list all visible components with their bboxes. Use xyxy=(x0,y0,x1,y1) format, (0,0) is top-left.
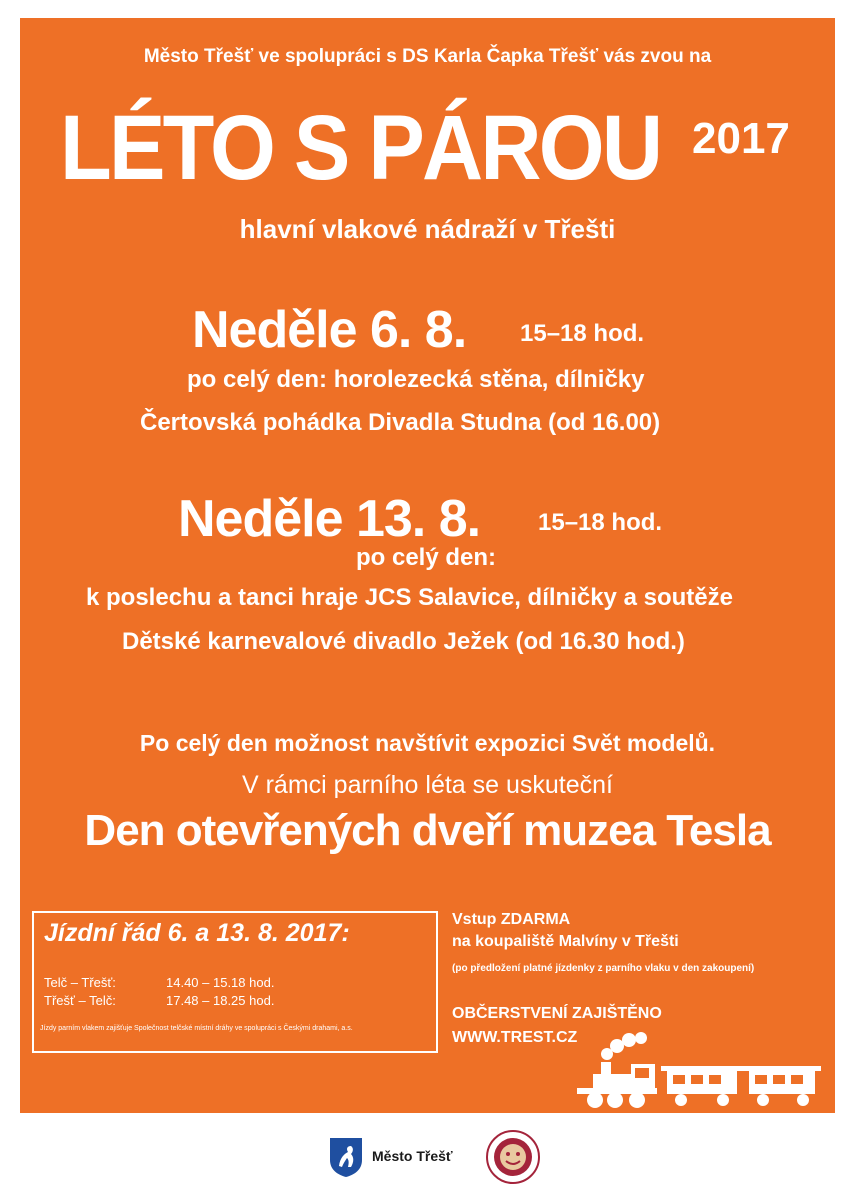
entry-line-1: Vstup ZDARMA xyxy=(452,911,571,928)
refreshments-text: OBČERSTVENÍ ZAJIŠTĚNO xyxy=(452,1005,662,1022)
timetable-route-1: Telč – Třešť: xyxy=(44,975,116,990)
venue: hlavní vlakové nádraží v Třešti xyxy=(239,214,616,244)
website-link[interactable]: WWW.TREST.CZ xyxy=(452,1029,578,1046)
poster xyxy=(20,18,835,1113)
timetable-times-1: 14.40 – 15.18 hod. xyxy=(166,975,275,990)
town-coat-of-arms-icon xyxy=(328,1136,364,1178)
timetable-title: Jízdní řád 6. a 13. 8. 2017: xyxy=(44,919,350,947)
timetable-note: Jízdy parním vlakem zajišťuje Společnost telčské místní dráhy ve spolupráci s Českými drahami, a.s. xyxy=(40,1025,353,1032)
town-logo-label: Město Třešť xyxy=(372,1148,453,1164)
timetable-times-2: 17.48 – 18.25 hod. xyxy=(166,993,275,1008)
event-1-day: Neděle 6. 8. xyxy=(192,301,467,359)
entry-line-3: (po předložení platné jízdenky z parního vlaku v den zakoupení) xyxy=(452,963,755,974)
theatre-club-badge-icon xyxy=(486,1130,540,1184)
event-2-line-2: k poslechu a tanci hraje JCS Salavice, dílničky a soutěže xyxy=(86,584,733,611)
event-1-line-1: po celý den: horolezecká stěna, dílničky xyxy=(187,366,645,393)
steam-train-icon xyxy=(573,1030,823,1110)
event-2-line-3: Dětské karnevalové divadlo Ježek (od 16.30 hod.) xyxy=(122,628,685,655)
timetable-route-2: Třešť – Telč: xyxy=(44,993,116,1008)
event-2-day: Neděle 13. 8. xyxy=(178,490,481,548)
event-2-line-1: po celý den: xyxy=(356,544,497,571)
intro-text: Město Třešť ve spolupráci s DS Karla Čapka Třešť vás zvou na xyxy=(143,46,712,67)
open-day-headline: Den otevřených dveří muzea Tesla xyxy=(84,806,771,855)
event-1-line-2: Čertovská pohádka Divadla Studna (od 16.00) xyxy=(140,409,661,436)
event-2-hours: 15–18 hod. xyxy=(538,509,663,536)
poster-title: LÉTO S PÁROU xyxy=(60,97,661,199)
entry-line-2: na koupaliště Malvíny v Třešti xyxy=(452,933,679,950)
poster-year: 2017 xyxy=(692,114,790,163)
models-line: Po celý den možnost navštívit expozici Svět modelů. xyxy=(139,730,716,756)
steam-summer-line: V rámci parního léta se uskuteční xyxy=(241,771,614,799)
timetable-box xyxy=(32,911,438,1053)
event-1-hours: 15–18 hod. xyxy=(520,320,645,347)
